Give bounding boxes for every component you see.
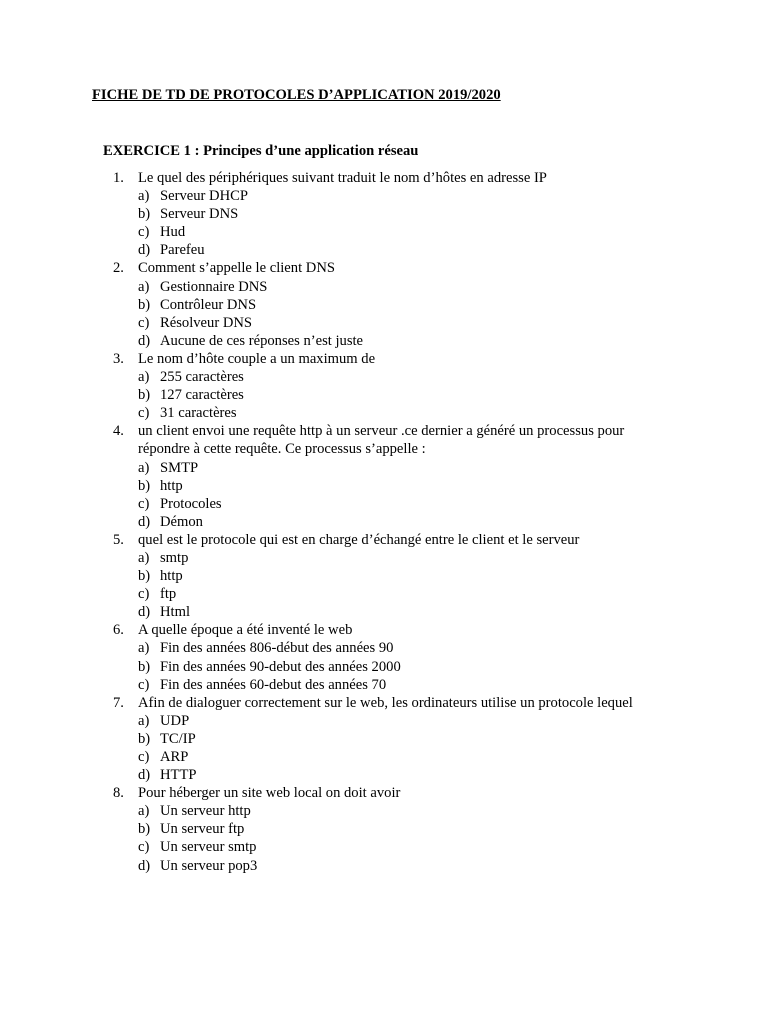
option-text: Fin des années 90-debut des années 2000 [160,658,401,675]
question-5 [0,531,768,621]
option-text: Hud [160,224,186,241]
question-number: 6. [113,622,124,639]
option-text: ftp [160,586,177,603]
answer-option [0,404,768,422]
option-text: Contrôleur DNS [160,296,257,313]
option-letter: a) [138,369,150,386]
option-letter: b) [138,730,151,747]
option-letter: c) [138,224,150,241]
option-text: Fin des années 806-début des années 90 [160,640,394,657]
option-letter: b) [138,296,151,313]
option-letter: b) [138,658,151,675]
option-text: Serveur DHCP [160,188,248,205]
option-letter: b) [138,821,151,838]
option-list [0,187,768,259]
option-text: Un serveur smtp [160,839,257,856]
answer-option [0,585,768,603]
option-text: Protocoles [160,495,222,512]
question-number: 8. [113,785,124,802]
option-letter: b) [138,387,151,404]
answer-option [0,639,768,657]
answer-option [0,477,768,495]
option-list [0,459,768,531]
question-list [0,169,768,875]
option-letter: a) [138,188,150,205]
option-letter: a) [138,549,150,566]
answer-option [0,187,768,205]
option-letter: b) [138,568,151,585]
option-text: Un serveur http [160,803,251,820]
answer-option [0,712,768,730]
option-text: SMTP [160,459,199,476]
option-letter: d) [138,767,151,784]
option-text: 127 caractères [160,387,244,404]
question-7 [0,694,768,784]
answer-option [0,314,768,332]
answer-option [0,676,768,694]
question-row [0,531,768,549]
option-letter: d) [138,857,151,874]
question-text: Le quel des périphériques suivant traduit le nom d’hôtes en adresse IP [138,170,547,186]
option-letter: c) [138,586,150,603]
answer-option [0,332,768,350]
answer-option [0,857,768,875]
question-4 [0,422,768,531]
option-text: Un serveur pop3 [160,857,258,874]
option-list [0,639,768,693]
option-text: smtp [160,549,189,566]
option-letter: a) [138,459,150,476]
question-text: A quelle époque a été inventé le web [138,622,353,639]
question-row [0,621,768,639]
answer-option [0,241,768,259]
question-number: 2. [113,260,124,277]
option-text: Html [160,604,190,621]
answer-option [0,278,768,296]
exercise-heading: EXERCICE 1 : Principes d’une application réseau [103,143,419,159]
question-6 [0,621,768,693]
option-text: http [160,477,183,494]
answer-option [0,296,768,314]
option-text: HTTP [160,767,197,784]
option-letter: b) [138,206,151,223]
option-text: Gestionnaire DNS [160,278,268,295]
question-number: 3. [113,350,124,367]
question-number: 4. [113,423,124,440]
answer-option [0,205,768,223]
option-text: Serveur DNS [160,206,239,223]
option-text: Aucune de ces réponses n’est juste [160,332,364,349]
option-text: Fin des années 60-debut des années 70 [160,676,387,693]
option-list [0,549,768,621]
answer-option [0,766,768,784]
option-letter: c) [138,839,150,856]
option-text: Démon [160,513,203,530]
option-letter: a) [138,803,150,820]
option-text: 31 caractères [160,405,237,422]
question-1 [0,169,768,259]
option-letter: d) [138,332,151,349]
question-number: 7. [113,694,124,711]
question-text: Pour héberger un site web local on doit avoir [138,785,401,802]
question-2 [0,259,768,349]
option-letter: b) [138,477,151,494]
option-letter: d) [138,242,151,259]
question-row [0,350,768,368]
answer-option [0,838,768,856]
option-text: http [160,568,183,585]
option-text: UDP [160,712,190,729]
option-letter: c) [138,405,150,422]
question-row [0,169,768,187]
option-list [0,368,768,422]
question-row [0,422,768,458]
option-text: ARP [160,749,189,765]
answer-option [0,567,768,585]
option-letter: c) [138,676,150,693]
question-number: 5. [113,531,124,548]
question-8 [0,784,768,874]
option-letter: c) [138,749,150,765]
question-text: Comment s’appelle le client DNS [138,260,335,277]
question-text: quel est le protocole qui est en charge d’échangé entre le client et le serveur [138,531,580,548]
answer-option [0,658,768,676]
option-list [0,802,768,874]
option-text: TC/IP [160,730,196,747]
question-row [0,259,768,277]
option-letter: c) [138,495,150,512]
answer-option [0,549,768,567]
answer-option [0,603,768,621]
option-letter: a) [138,278,150,295]
option-list [0,278,768,350]
question-3 [0,350,768,422]
question-number: 1. [113,170,124,186]
option-text: 255 caractères [160,369,244,386]
option-text: Parefeu [160,242,205,259]
option-letter: d) [138,604,151,621]
option-letter: a) [138,712,150,729]
question-text: Le nom d’hôte couple a un maximum de [138,350,376,367]
answer-option [0,513,768,531]
option-list [0,712,768,784]
question-row [0,784,768,802]
document-title: FICHE DE TD DE PROTOCOLES D’APPLICATION 2019/2020 [92,87,501,103]
option-letter: d) [138,513,151,530]
answer-option [0,368,768,386]
answer-option [0,748,768,766]
option-text: Résolveur DNS [160,314,253,331]
answer-option [0,802,768,820]
answer-option [0,730,768,748]
option-text: Un serveur ftp [160,821,245,838]
answer-option [0,495,768,513]
answer-option [0,386,768,404]
option-letter: a) [138,640,150,657]
question-text: un client envoi une requête http à un serveur .ce dernier a généré un processus pour répondre à cette requête. Ce processus s’appelle : [138,423,625,458]
answer-option [0,820,768,838]
answer-option [0,459,768,477]
question-text: Afin de dialoguer correctement sur le web, les ordinateurs utilise un protocole lequel [138,694,633,711]
option-letter: c) [138,314,150,331]
answer-option [0,223,768,241]
question-row [0,694,768,712]
